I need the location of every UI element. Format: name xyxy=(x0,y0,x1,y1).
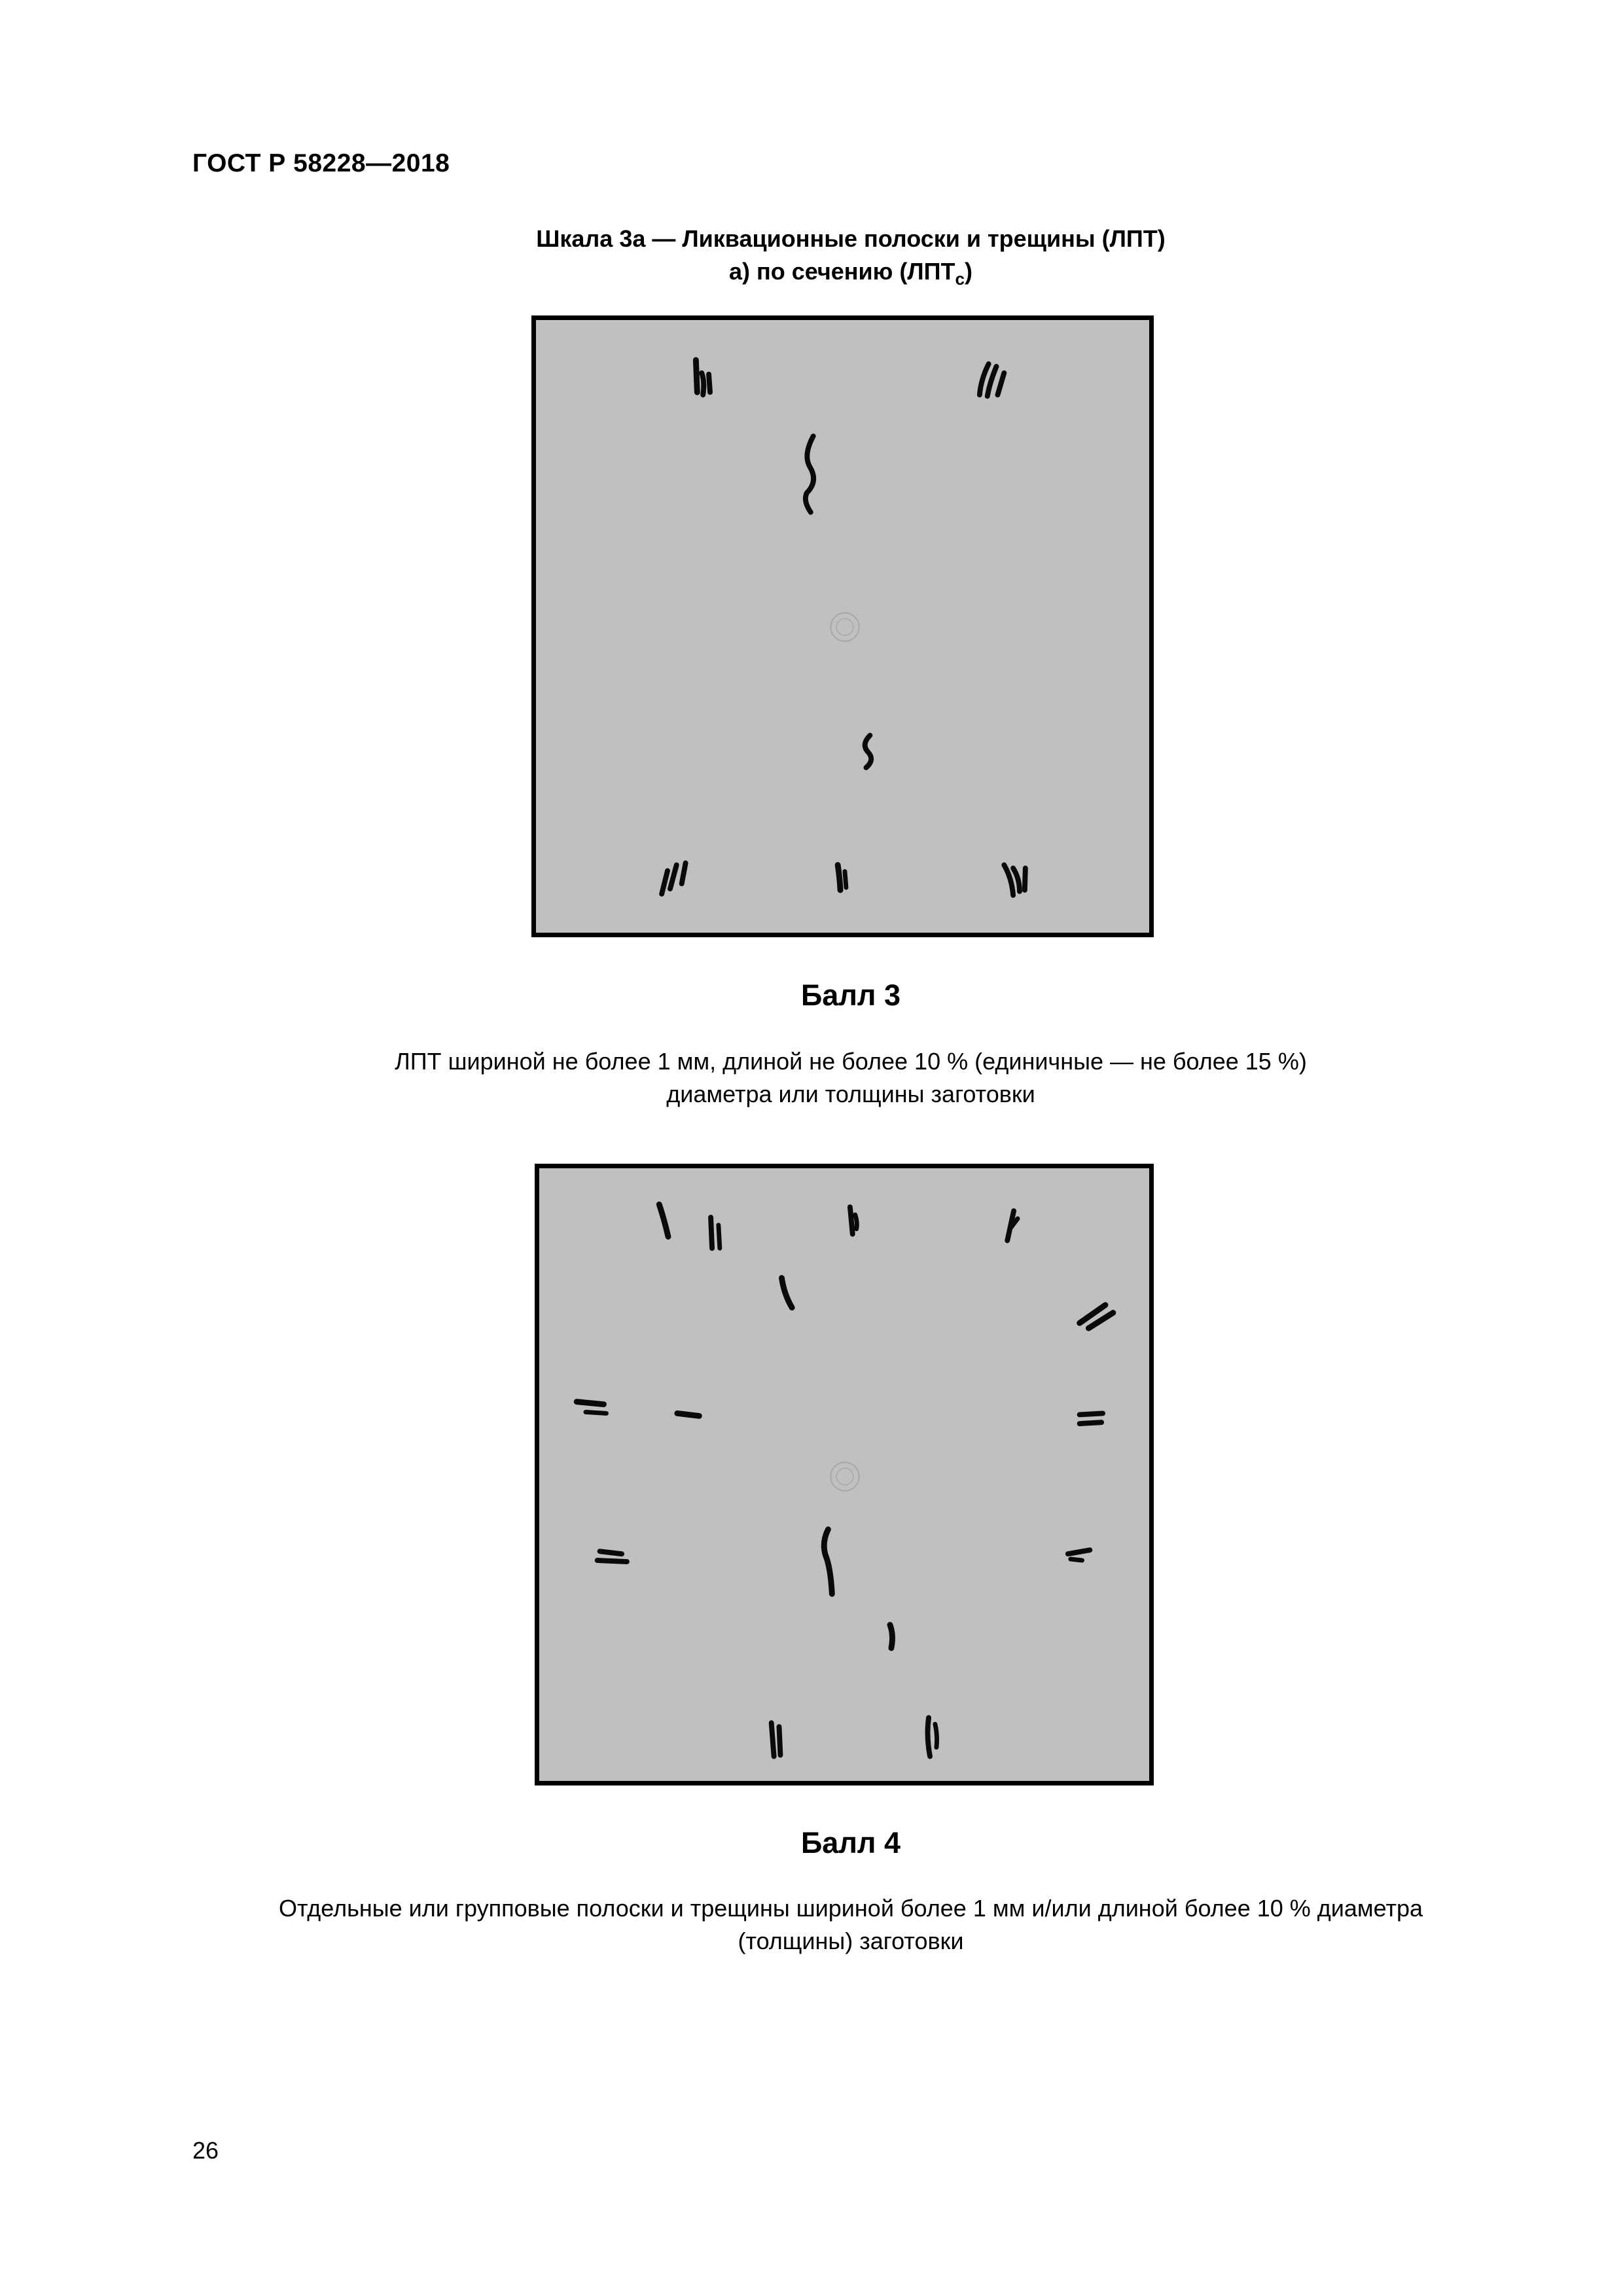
scale-subtitle-end: ) xyxy=(965,258,973,285)
caption-score-4-line1: Отдельные или групповые полоски и трещины шириной более 1 мм и/или длиной более 10 % диаметра xyxy=(278,1895,1423,1922)
document-header: ГОСТ Р 58228—2018 xyxy=(192,149,450,177)
scale-title: Шкала 3а — Ликвационные полоски и трещины (ЛПТ) xyxy=(536,225,1166,252)
score-label-4: Балл 4 xyxy=(800,1826,901,1859)
macrostructure-figure-score-3 xyxy=(531,315,1154,937)
segregation-marks-score-4 xyxy=(539,1168,1149,1781)
scale-subtitle-subscript: с xyxy=(955,269,965,289)
scale-subtitle-text: а) по сечению (ЛПТ xyxy=(728,258,955,285)
caption-score-3-line1: ЛПТ шириной не более 1 мм, длиной не более 10 % (единичные — не более 15 %) xyxy=(395,1048,1307,1075)
caption-score-3-line2: диаметра или толщины заготовки xyxy=(666,1081,1035,1107)
segregation-marks-score-3 xyxy=(536,320,1149,933)
macrostructure-figure-score-4 xyxy=(535,1164,1154,1785)
scale-subtitle xyxy=(0,255,1623,295)
score-label-3: Балл 3 xyxy=(800,978,901,1012)
page-number: 26 xyxy=(192,2137,219,2164)
caption-score-4-line2: (толщины) заготовки xyxy=(738,1928,964,1954)
